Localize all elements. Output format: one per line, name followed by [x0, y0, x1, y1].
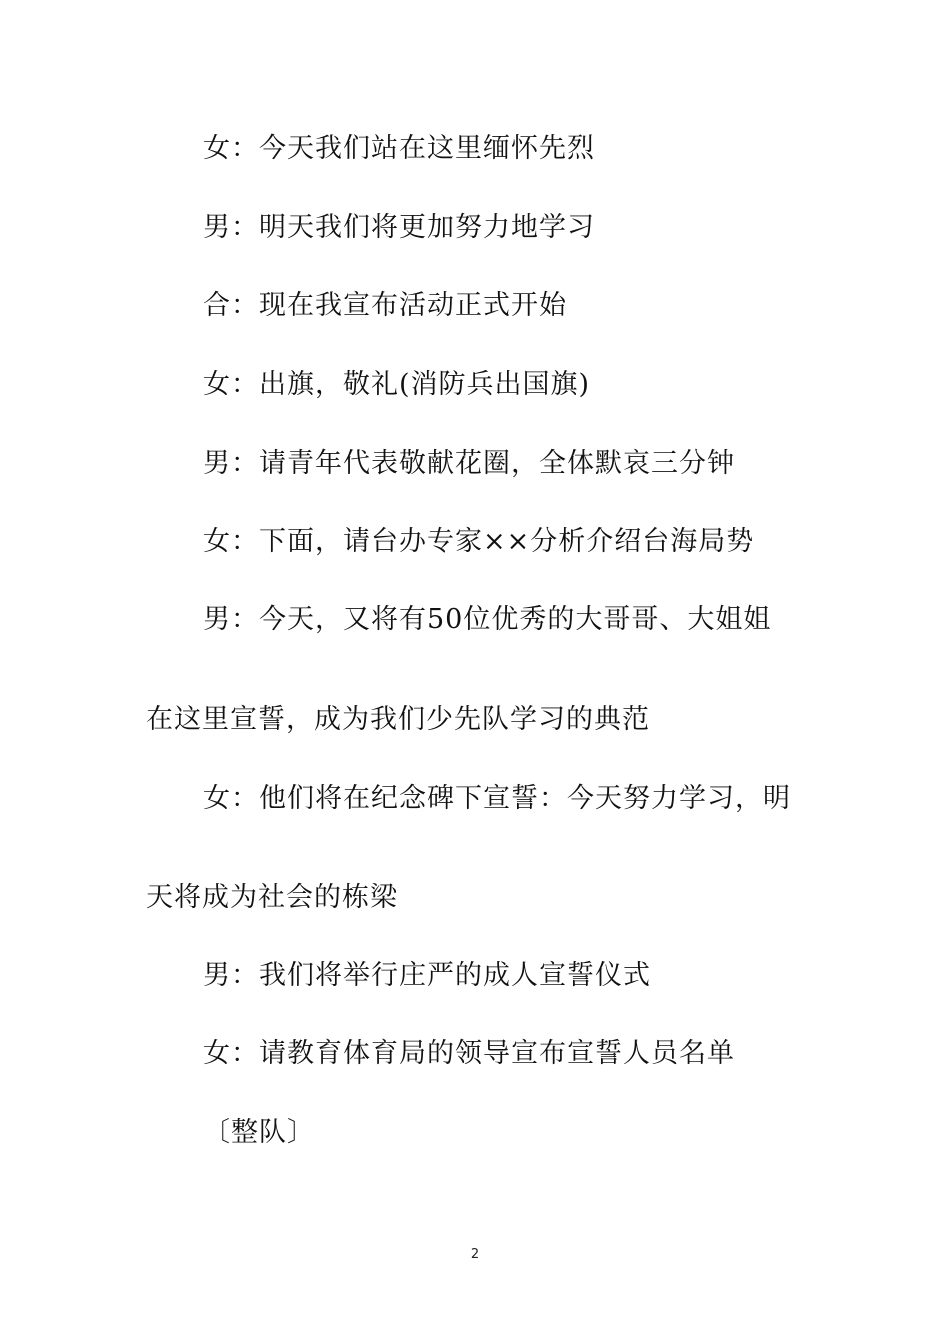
text-line: 女：请教育体育局的领导宣布宣誓人员名单 — [203, 1038, 735, 1069]
text-line: 男：今天，又将有50位优秀的大哥哥、大姐姐 — [203, 604, 772, 635]
text-line: 男：我们将举行庄严的成人宣誓仪式 — [203, 960, 651, 991]
text-line: 在这里宣誓，成为我们少先队学习的典范 — [146, 704, 650, 735]
text-line: 女：他们将在纪念碑下宣誓：今天努力学习，明 — [203, 783, 791, 814]
text-line: 女：出旗，敬礼(消防兵出国旗) — [203, 369, 591, 400]
text-line: 男：请青年代表敬献花圈，全体默哀三分钟 — [203, 448, 735, 479]
text-line: 合：现在我宣布活动正式开始 — [203, 290, 567, 321]
text-line: 女：今天我们站在这里缅怀先烈 — [203, 133, 595, 164]
text-line: 男：明天我们将更加努力地学习 — [203, 212, 595, 243]
page-number: 2 — [470, 1247, 480, 1262]
text-line: 天将成为社会的栋梁 — [146, 882, 398, 913]
text-line: 〔整队〕 — [203, 1117, 315, 1148]
text-line: 女：下面，请台办专家××分析介绍台海局势 — [203, 526, 755, 557]
